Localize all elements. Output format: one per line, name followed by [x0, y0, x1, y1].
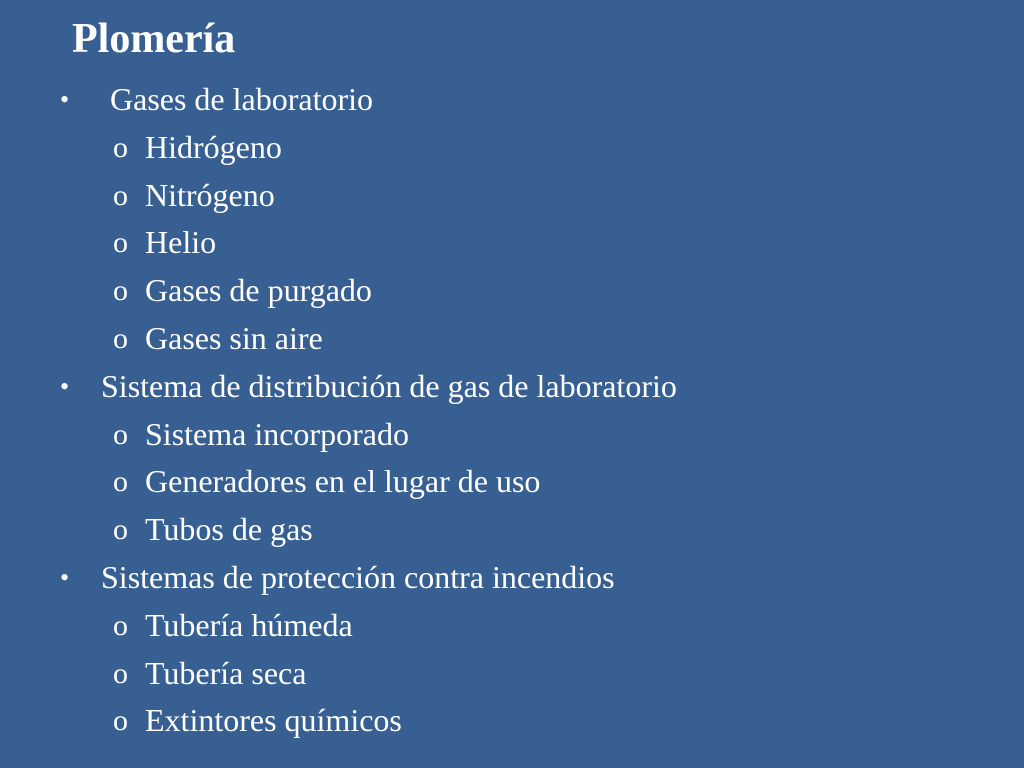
circle-bullet-icon: o [113, 465, 128, 499]
sub-bullet-label: Gases de purgado [145, 272, 372, 309]
sub-bullet-item [0, 458, 1024, 506]
bullet-icon: • [60, 85, 70, 114]
circle-bullet-icon: o [113, 178, 128, 212]
sub-bullet-label: Extintores químicos [145, 702, 402, 739]
bullet-label: Sistema de distribución de gas de laboratorio [101, 367, 677, 404]
sub-bullet-item [0, 411, 1024, 459]
sub-bullet-item [0, 315, 1024, 363]
circle-bullet-icon: o [113, 274, 128, 308]
sub-bullet-label: Hidrógeno [145, 128, 282, 165]
circle-bullet-icon: o [113, 226, 128, 260]
sub-bullet-label: Generadores en el lugar de uso [145, 463, 541, 500]
sub-bullet-item [0, 650, 1024, 698]
sub-bullet-label: Helio [145, 224, 217, 261]
bullet-icon: • [60, 562, 70, 592]
bullet-label: Gases de laboratorio [110, 81, 374, 117]
sub-bullet-label: Tubería seca [145, 654, 307, 691]
circle-bullet-icon: o [113, 130, 128, 164]
sub-bullet-label: Sistema incorporado [145, 415, 409, 452]
bullet-item [0, 76, 1024, 124]
bullet-list [0, 76, 1024, 745]
bullet-item [0, 554, 1024, 602]
sub-bullet-item [0, 172, 1024, 220]
sub-bullet-label: Tubería húmeda [145, 606, 353, 643]
bullet-label: Sistemas de protección contra incendios [101, 558, 615, 595]
sub-bullet-label: Gases sin aire [145, 319, 323, 356]
bullet-icon: • [60, 371, 70, 401]
sub-bullet-item [0, 506, 1024, 554]
bullet-item [0, 363, 1024, 411]
circle-bullet-icon: o [113, 656, 128, 690]
sub-bullet-item [0, 219, 1024, 267]
circle-bullet-icon: o [113, 704, 128, 738]
circle-bullet-icon: o [113, 321, 128, 355]
slide-title: Plomería [72, 16, 236, 62]
sub-bullet-label: Nitrógeno [145, 176, 275, 213]
sub-bullet-item [0, 602, 1024, 650]
circle-bullet-icon: o [113, 417, 128, 451]
circle-bullet-icon: o [113, 608, 128, 642]
sub-bullet-item [0, 124, 1024, 172]
sub-bullet-item [0, 267, 1024, 315]
sub-bullet-label: Tubos de gas [145, 511, 313, 548]
sub-bullet-item [0, 697, 1024, 745]
circle-bullet-icon: o [113, 513, 128, 547]
